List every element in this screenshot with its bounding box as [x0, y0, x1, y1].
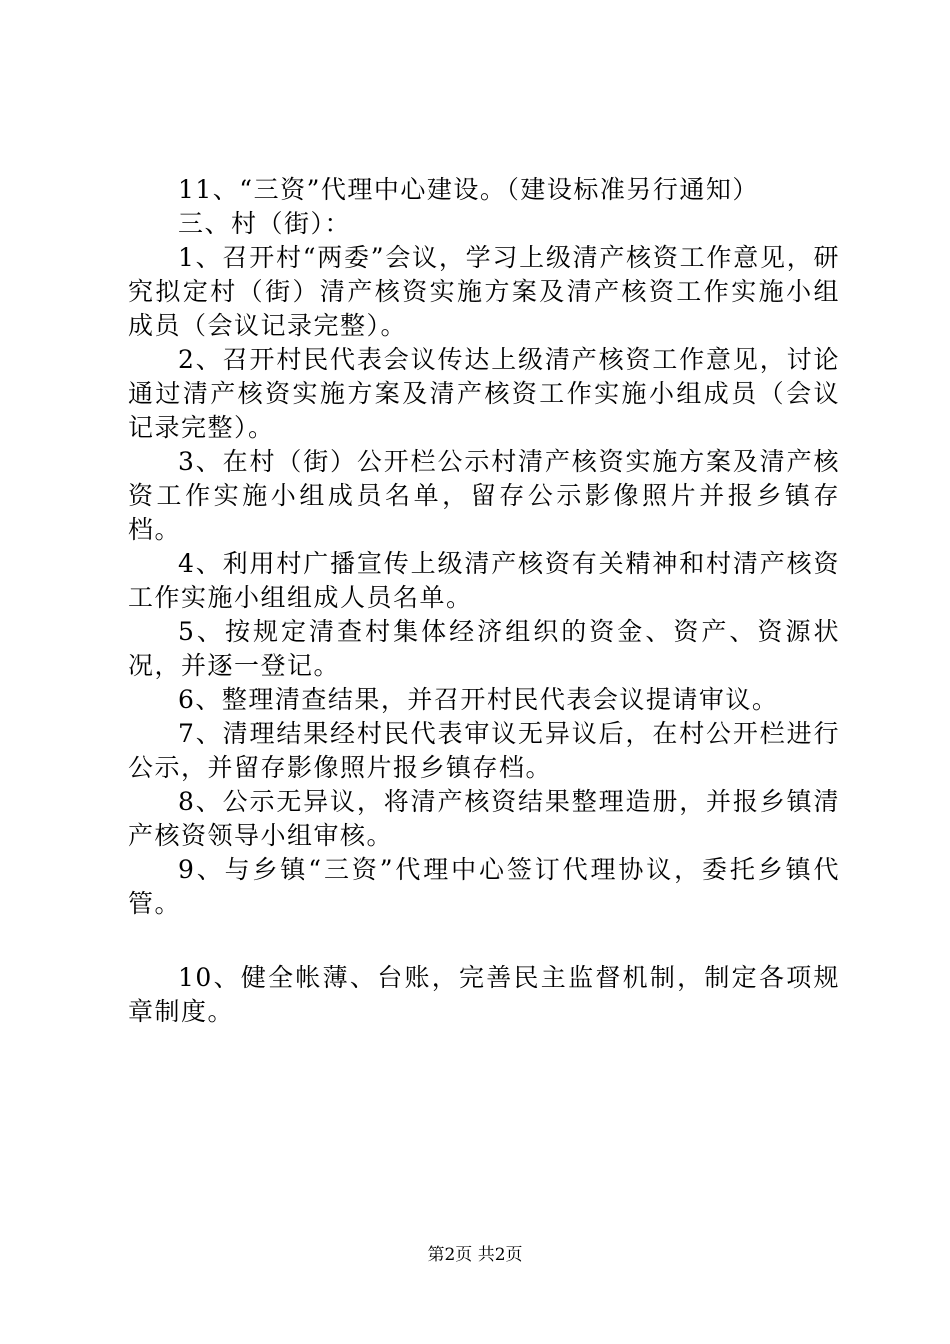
page-number-label: 第2页 共2页	[427, 1245, 523, 1265]
section-heading-village: 三、村（街）：	[178, 209, 352, 238]
paragraph-item-9: 9、与乡镇“三资”代理中心签订代理协议，委托乡镇代管。	[128, 855, 840, 918]
paragraph-item-3: 3、在村（街）公开栏公示村清产核资实施方案及清产核资工作实施小组成员名单，留存公示影像照片并报乡镇存档。	[128, 447, 840, 544]
paragraph-item-8: 8、公示无异议，将清产核资结果整理造册，并报乡镇清产核资领导小组审核。	[128, 787, 840, 850]
paragraph-item-5: 5、按规定清查村集体经济组织的资金、资产、资源状况，并逐一登记。	[128, 617, 840, 680]
paragraph-item-6: 6、整理清查结果，并召开村民代表会议提请审议。	[178, 685, 779, 714]
paragraph-item-10: 10、健全帐薄、台账，完善民主监督机制，制定各项规章制度。	[128, 963, 840, 1026]
paragraph-item-7: 7、清理结果经村民代表审议无异议后，在村公开栏进行公示，并留存影像照片报乡镇存档。	[128, 719, 840, 782]
page-footer	[0, 1245, 950, 1265]
paragraph-item-1: 1、召开村“两委”会议，学习上级清产核资工作意见，研究拟定村（街）清产核资实施方案及清产核资工作实施小组成员（会议记录完整）。	[128, 243, 840, 340]
paragraph-item-4: 4、利用村广播宣传上级清产核资有关精神和村清产核资工作实施小组组成人员名单。	[128, 549, 840, 612]
paragraph-item-2: 2、召开村民代表会议传达上级清产核资工作意见，讨论通过清产核资实施方案及清产核资工作实施小组成员（会议记录完整）。	[128, 345, 840, 442]
document-body	[128, 173, 840, 1029]
paragraph-item-11: 11、“三资”代理中心建设。（建设标准另行通知）	[178, 175, 759, 204]
